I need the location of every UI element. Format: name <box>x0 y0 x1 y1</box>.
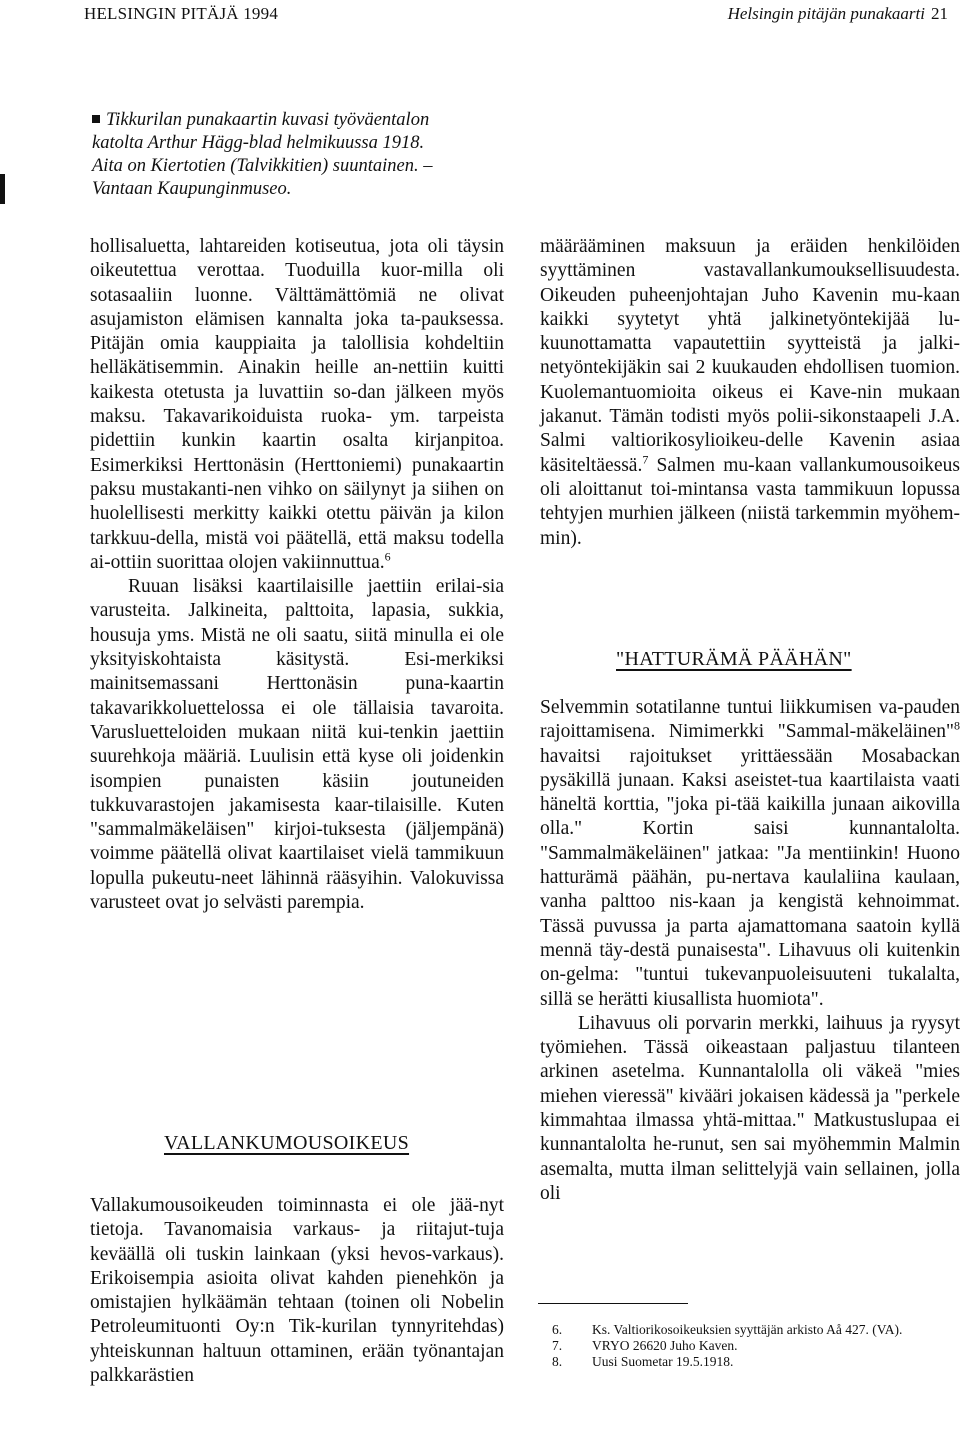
running-header-right <box>728 4 948 24</box>
paragraph-text: hollisaluetta, lahtareiden kotiseutua, jota oli täysin oikeutettua verottaa. Tuoduilla kuor-milla oli sotasaaliin luonne. Välttämättömiä ne olivat asujamiston elämisen kannalta joka ta-pauksessa. Pitäjän omia kauppiaita ja talollisia kohdeltiin helläkätisemmin. Ainakin heille an-nettiin kuitti kaikesta otetusta ja luvattiin so-dan jälkeen myös maksu. Takavarikoiduista ruoka- ym. tarpeista pidettiin kunkin kaartin osalta kirjanpitoa. Esimerkiksi Herttonäsin (Herttoniemi) punakaartin paksu mustakanti-nen vihko on säilynyt ja siihen on huolellisesti merkitty kaikki otettu päivän ja kilon tarkkuu-della, mistä voi päätellä, että maksu todella ai-ottiin suorittaa olojen vakiinnuttua. <box>90 236 504 573</box>
footnote-ref: 7 <box>642 452 649 467</box>
footnote-number: 8. <box>552 1354 563 1369</box>
paragraph <box>540 235 960 551</box>
paragraph: Lihavuus oli porvarin merkki, laihuus ja ryysyt työmiehen. Tässä oikeastaan paljastuu tilanteen arkinen asetelma. Kunnantalolla oli väkeä "mies miehen vieressä" kivääri jokaisen kädessä ja "perkele kimmahtaa ilmassa yhtä-mittaa." Matkustuslupaa ei kunnantalolta he-runut, sen sai myöhemmin Malmin asemalta, mutta ilman selittelyjä vain sellainen, jolla oli <box>540 1012 960 1204</box>
footnote-number: 7. <box>552 1338 563 1353</box>
footnote <box>552 1338 952 1354</box>
right-column-top <box>540 235 960 551</box>
paragraph: Vallakumousoikeuden toiminnasta ei ole jää-nyt tietoja. Tavanomaisia varkaus- ja riitajut-tuja keväällä oli tuskin lainkaan (yksi hevos-varkaus). Erikoisempia asioita olivat kahden pienehkön ja omistajien hylkäämän tehtaan (toinen oli Nobelin Petroleumituonti Oy:n Tik-kurilan tynnyritehdas) yhteiskunnan haltuun ottaminen, erään työnantajan palkkarästien <box>90 1195 504 1387</box>
paragraph-text: havaitsi rajoitukset yrittäessään Mosabackan pysäkillä junaan. Kaksi aseistet-tua kaartilaista vaati häneltä korttia, "joka pi-tää kaikilla junaan aikovilla olla." Kortin saisi kunnantalolta. "Sammalmäkeläinen" jatkaa: "Ja mentiinkin! Huono hatturämä päähän, pu-nertava kaulaliina kaulaan, vanha palttoo nis-kaan ja kengistä kehnoimmat. Tässä puvussa ja parta ajamattomana saatoin kyllä mennä täy-destä punaisesta". Lihavuus oli kuitenkin on-gelma: "tuntui tukevanpuoleisuuteni tukalalta, sillä se herätti kiusallista huomiota". <box>540 745 960 1010</box>
footnote <box>552 1354 952 1370</box>
margin-mark <box>0 174 5 204</box>
footnote-divider <box>538 1303 688 1304</box>
footnote-text: Ks. Valtiorikosoikeuksien syyttäjän arkisto Aå 427. (VA). <box>592 1322 903 1337</box>
left-column-top <box>90 235 504 915</box>
footnote-text: VRYO 26620 Juho Kaven. <box>592 1338 738 1353</box>
paragraph-text: Selvemmin sotatilanne tuntui liikkumisen va-pauden rajoittamisena. Nimimerkki "Sammal-mäkeläinen" <box>540 697 960 743</box>
footnote-ref: 6 <box>384 549 391 564</box>
photo-caption <box>92 109 452 201</box>
left-column-bottom <box>90 1194 504 1388</box>
caption-text: Tikkurilan punakaartin kuvasi työväentalon katolta Arthur Hägg-blad helmikuussa 1918. Aita on Kiertotien (Talvikkitien) suuntainen. – Vantaan Kaupunginmuseo. <box>92 110 433 199</box>
footnote-ref: 8 <box>954 718 960 733</box>
paragraph: Ruuan lisäksi kaartilaisille jaettiin erilai-sia varusteita. Jalkineita, palttoita, lapasia, sukkia, housuja yms. Mistä ne oli saatu, siitä minulla ei ole yksityiskohtaista käsitystä. Esi-merkiksi mainitsemassani Herttonäsin puna-kaartin takavarikkoluettelossa ei ole tällaisia tavaroita. Varusluetteloiden mukaan niitä kui-tenkin jaettiin suurehkoja määriä. Luulisin että kyse oli joidenkin isompien punaisten käsiin joutuneiden tukkuvarastojen jakamisesta kaar-tilaisille. Kuten "sammalmäkeläisen" kirjoi-tuksesta (jäljempänä) voimme päätellä olivat kaartilaiset vielä tammikuun lopulla pukeutu-neet lähinnä rääsyihin. Valokuvissa varusteet ovat jo selvästi parempia. <box>90 576 504 914</box>
paragraph <box>90 235 504 575</box>
running-header-title: Helsingin pitäjän punakaarti <box>727 4 925 23</box>
footnote <box>552 1322 952 1338</box>
running-header-left: HELSINGIN PITÄJÄ 1994 <box>84 4 279 23</box>
page-number: 21 <box>931 4 948 23</box>
section-heading-vallankumousoikeus: VALLANKUMOUSOIKEUS <box>164 1132 410 1154</box>
paragraph <box>540 696 960 1012</box>
paragraph-text: määrääminen maksuun ja eräiden henkilöiden syyttäminen vastavallankumouksellisuudesta. Oikeuden puheenjohtajan Juho Kavenin mu-kaan kaikki syytetyt yhtä jalkinetyöntekijää lu-kuunottamatta vapautettiin syytteistä ja jalki-netyöntekijäkin sai 2 kuukauden ehdollisen tuomion. Kuolemantuomioita oikeus ei Kave-nin mukaan jakanut. Tämän todisti myös polii-sikonstaapeli J.A. Salmi valtiorikosylioikeu-delle Kavenin asiaa käsiteltäessä. <box>540 236 960 476</box>
section-heading-hatturama: "HATTURÄMÄ PÄÄHÄN" <box>616 648 852 670</box>
right-column-bottom <box>540 696 960 1206</box>
footnotes <box>552 1322 952 1370</box>
paragraph-text: Salmen mu-kaan vallankumousoikeus oli aloittanut toi-mintansa vasta tammikuun lopussa tehtyjen murhien jälkeen (niistä tarkemmin myöhem-min). <box>540 454 960 549</box>
caption-bullet-icon <box>92 115 100 123</box>
footnote-number: 6. <box>552 1322 563 1337</box>
footnote-text: Uusi Suometar 19.5.1918. <box>592 1354 734 1369</box>
